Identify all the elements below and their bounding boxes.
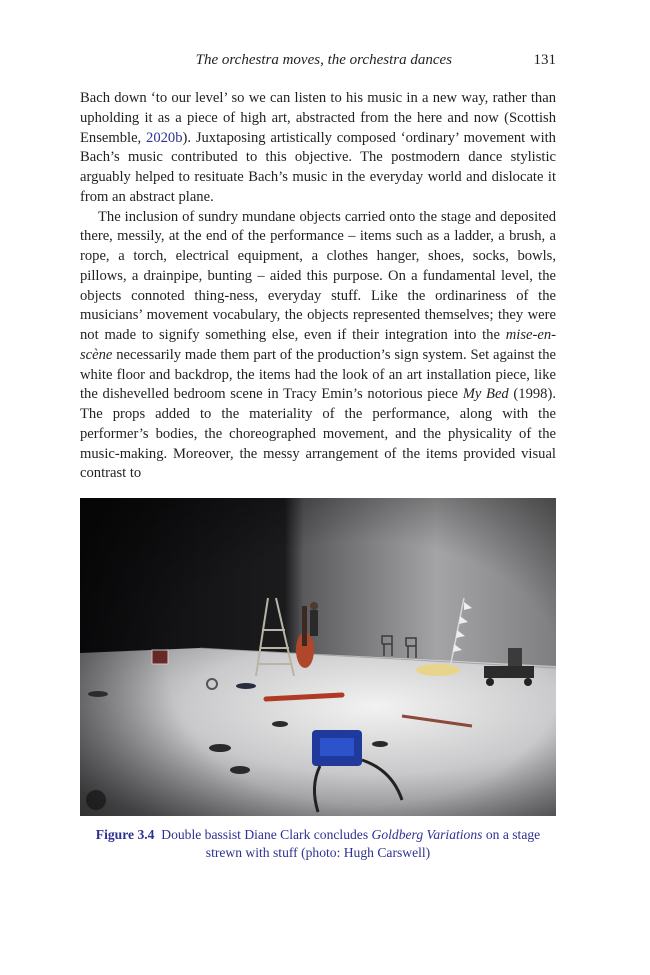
body-text <box>80 89 556 484</box>
page-number: 131 <box>533 52 556 68</box>
mise-en-scene-term: mise-en-scène <box>80 327 556 363</box>
caption-text-a: Double bassist Diane Clark concludes <box>161 827 372 842</box>
figure-caption <box>80 826 556 862</box>
photo-vignette <box>80 498 556 816</box>
citation-link[interactable]: 2020b <box>146 129 183 146</box>
paragraph-2-text-c: (1998). The props added to the materiality of the performance, along with the performer’s bodies, the choreographed movement, and the physicality of the music-making. Moreover, the messy arrangement of the items provided visual contrast to <box>80 386 556 482</box>
paragraph-1-text-b: ). Juxtaposing artistically composed ‘ordinary’ movement with Bach’s music contributed to this objective. The postmodern dance stylistic arguably helped to resituate Bach’s music in the everyday world and dislocate it from an abstract plane. <box>80 129 556 205</box>
running-title: The orchestra moves, the orchestra dances <box>195 52 452 68</box>
paragraph-2 <box>80 208 556 485</box>
my-bed-title: My Bed <box>462 386 509 403</box>
caption-text-b: on a stage strewn with stuff (photo: Hugh Carswell) <box>205 827 541 860</box>
paragraph-2-text-b: necessarily made them part of the production’s sign system. Set against the white floor and backdrop, the items had the look of an art installation piece, like the dishevelled bedroom scene in Tracy Emin’s notorious piece <box>80 346 556 403</box>
paragraph-2-text-a: The inclusion of sundry mundane objects carried onto the stage and deposited there, messily, at the end of the performance – items such as a ladder, a brush, a rope, a torch, electrical equipment, a clothes hanger, shoes, socks, bowls, pillows, a drainpipe, bunting – aided this purpose. On a fundamental level, the objects connoted thing-ness, everyday stuff. Like the ordinariness of the musicians’ movement vocabulary, the objects represented themselves; they were not made to signify something else, even if their integration into the <box>80 208 556 343</box>
paragraph-1 <box>80 89 556 208</box>
paragraph-1-text-a: Bach down ‘to our level’ so we can listen to his music in a new way, rather than upholding it as a piece of high art, abstracted from the here and now (Scottish Ensemble, <box>80 90 556 146</box>
figure-label: Figure 3.4 <box>95 827 155 842</box>
stage-photo-drawing <box>80 498 556 816</box>
caption-work-title: Goldberg Variations <box>371 827 483 842</box>
stage-photo <box>80 498 556 816</box>
